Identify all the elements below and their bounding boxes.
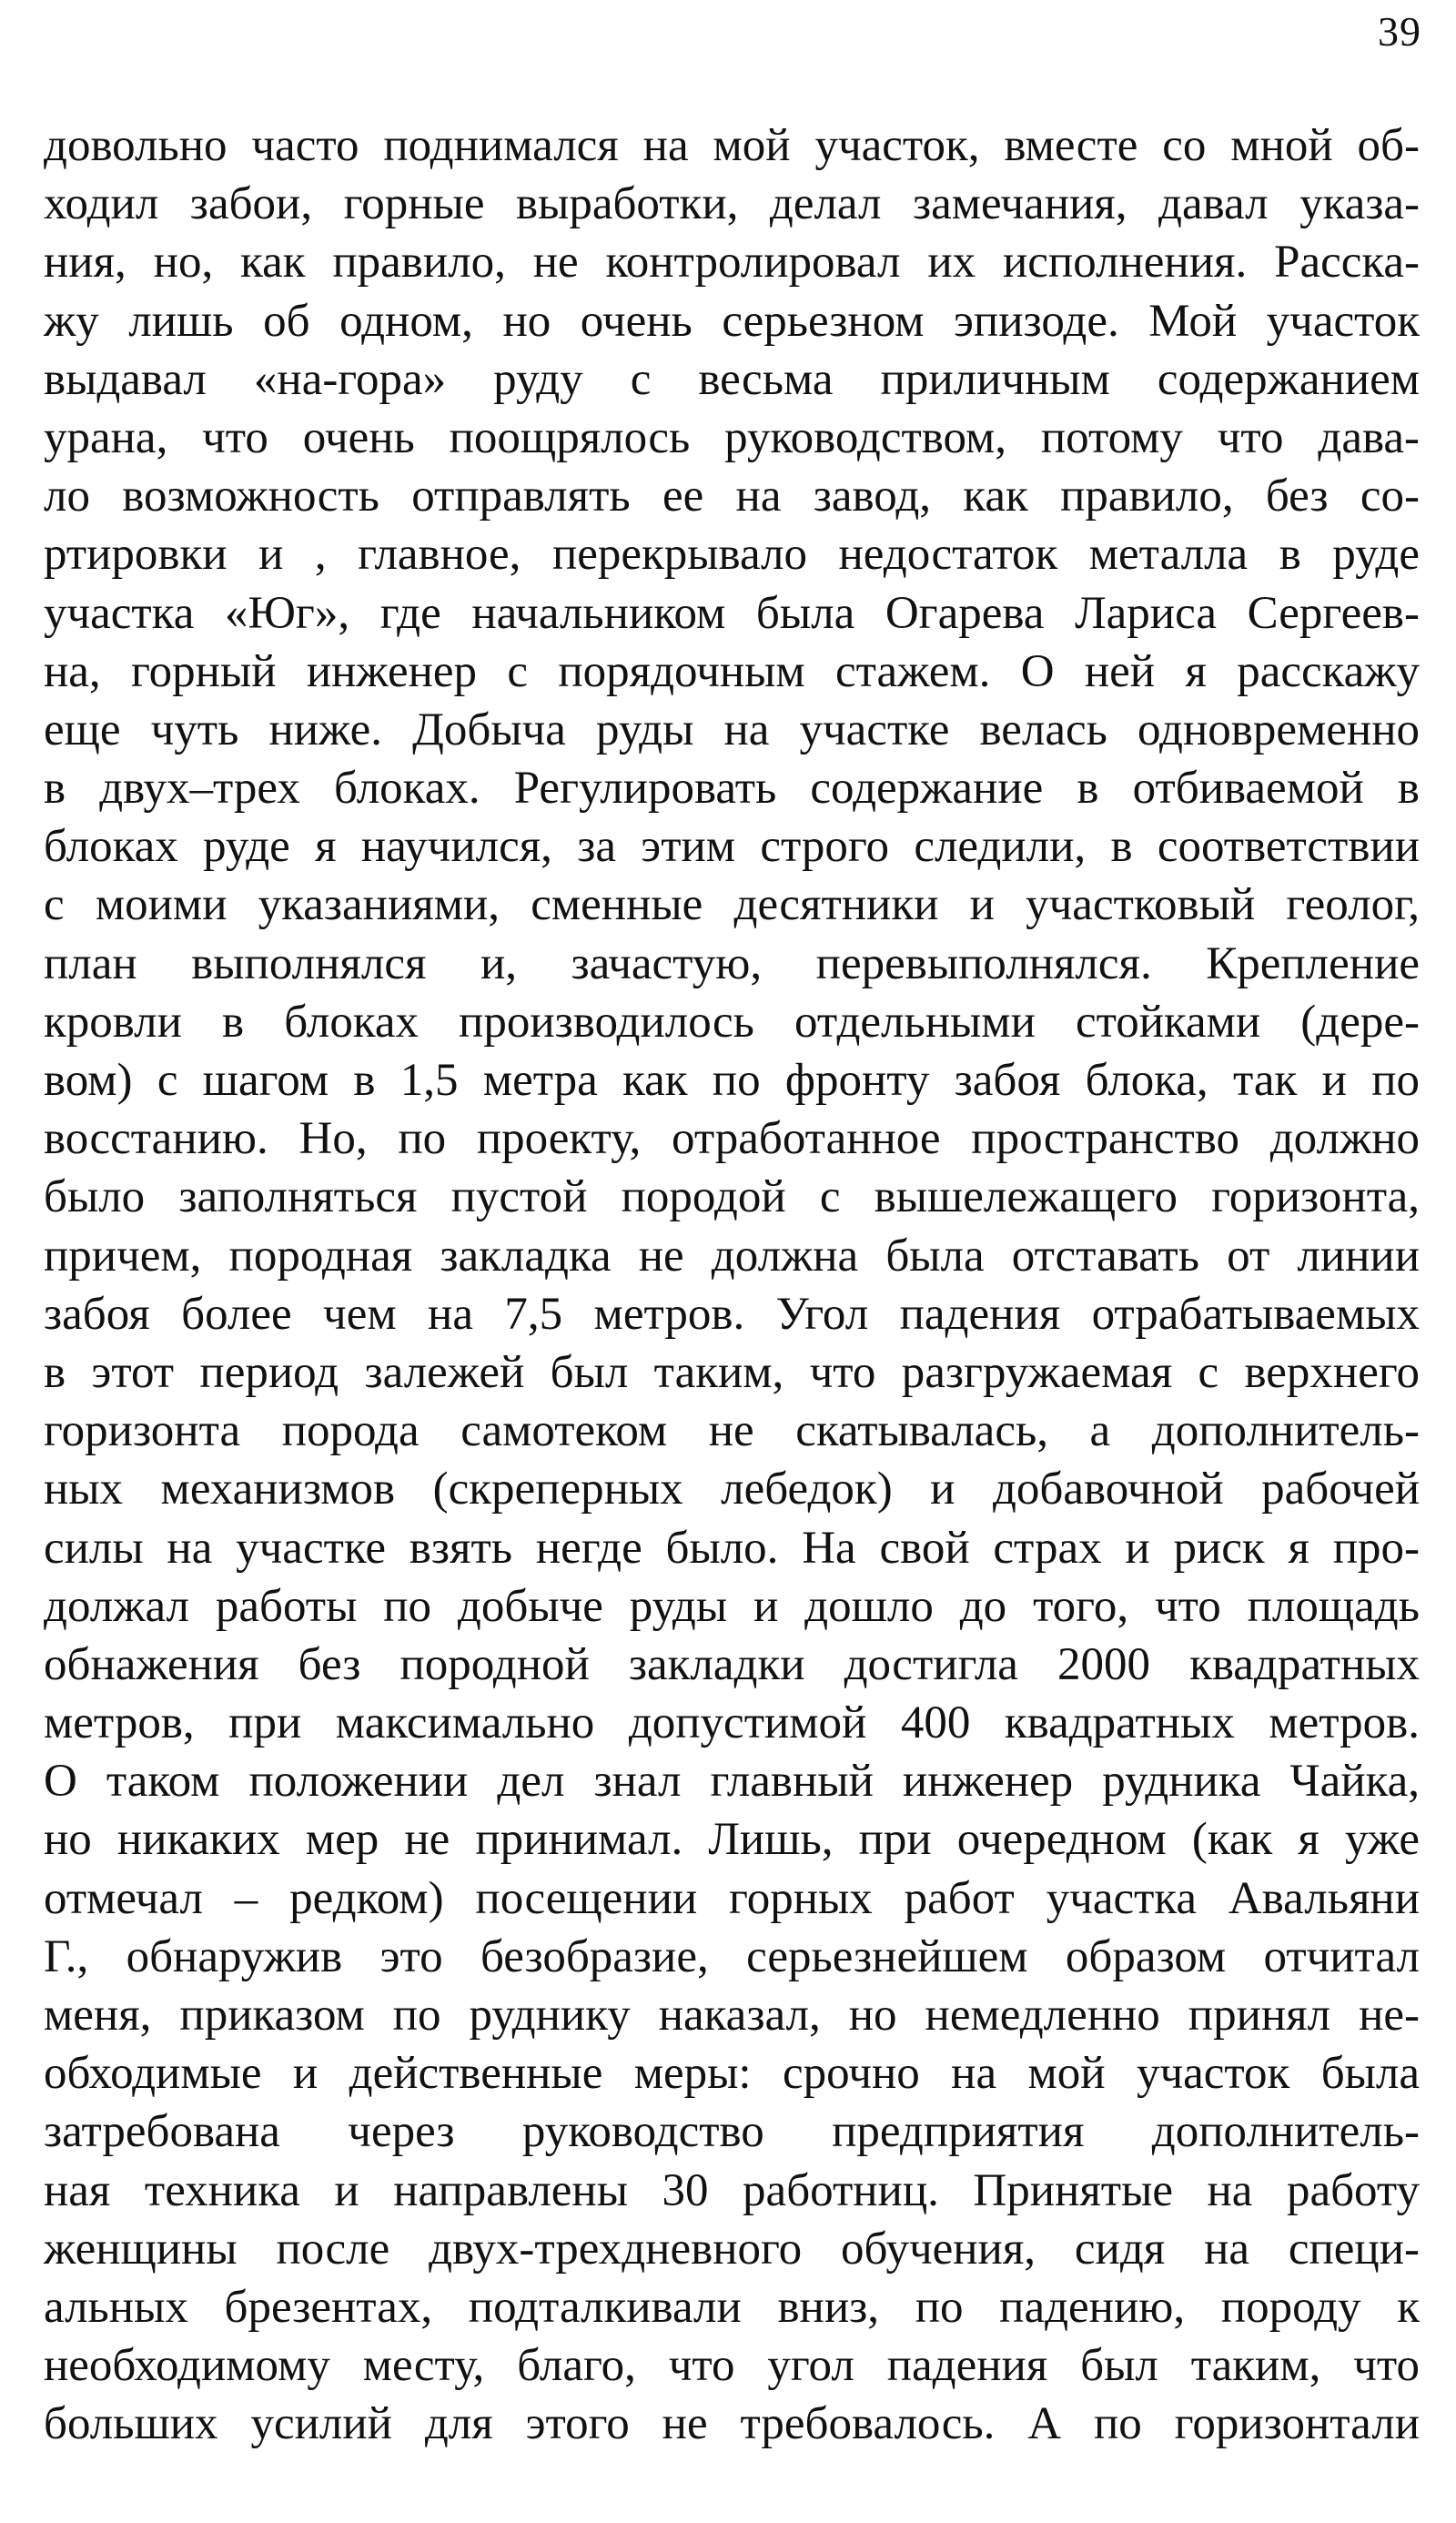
text-line: план выполнялся и, зачастую, перевыполнялся. Крепление <box>44 937 1420 989</box>
text-line: восстанию. Но, по проекту, отработанное пространство должно <box>44 1113 1420 1165</box>
text-line: с моими указаниями, сменные десятники и участковый геолог, <box>44 879 1420 931</box>
text-line: ных механизмов (скреперных лебедок) и добавочной рабочей <box>44 1464 1420 1515</box>
text-line: О таком положении дел знал главный инженер рудника Чайка, <box>44 1756 1420 1808</box>
text-line: необходимому месту, благо, что угол падения был таким, что <box>44 2340 1420 2392</box>
text-line: силы на участке взять негде было. На свой страх и риск я про- <box>44 1522 1420 1574</box>
text-line: еще чуть ниже. Добыча руды на участке велась одновременно <box>44 704 1420 755</box>
text-line: вом) с шагом в 1,5 метра как по фронту забоя блока, так и по <box>44 1055 1420 1106</box>
text-line: но никаких мер не принимал. Лишь, при очередном (как я уже <box>44 1814 1420 1866</box>
text-line: урана, что очень поощрялось руководством, потому что дава- <box>44 411 1420 463</box>
text-line: жу лишь об одном, но очень серьезном эпизоде. Мой участок <box>44 295 1420 347</box>
text-line: ло возможность отправлять ее на завод, как правило, без со- <box>44 471 1420 522</box>
text-line: горизонта порода самотеком не скатывалась, а дополнитель- <box>44 1405 1420 1457</box>
text-line: на, горный инженер с порядочным стажем. О ней я расскажу <box>44 645 1420 697</box>
text-line: отмечал – редком) посещении горных работ участка Авальяни <box>44 1872 1420 1924</box>
text-line: должал работы по добыче руды и дошло до того, что площадь <box>44 1580 1420 1632</box>
text-line: причем, породная закладка не должна была отставать от линии <box>44 1230 1420 1282</box>
text-line: Г., обнаружив это безобразие, серьезнейшем образом отчитал <box>44 1930 1420 1982</box>
text-line: выдавал «на-гора» руду с весьма приличным содержанием <box>44 353 1420 405</box>
text-line: метров, при максимально допустимой 400 квадратных метров. <box>44 1697 1420 1749</box>
text-line: меня, приказом по руднику наказал, но немедленно принял не- <box>44 1990 1420 2041</box>
text-line: женщины после двух-трехдневного обучения, сидя на специ- <box>44 2223 1420 2275</box>
text-line: ния, но, как правило, не контролировал их исполнения. Расска- <box>44 237 1420 289</box>
text-line: довольно часто поднимался на мой участок, вместе со мной об- <box>44 120 1420 171</box>
text-line: ртировки и , главное, перекрывало недостаток металла в руде <box>44 529 1420 581</box>
text-line: больших усилий для этого не требовалось. А по горизонтали <box>44 2398 1420 2450</box>
text-line: ная техника и направлены 30 работниц. Принятые на работу <box>44 2164 1420 2216</box>
text-line: в двух–трех блоках. Регулировать содержание в отбиваемой в <box>44 763 1420 815</box>
page-text <box>44 117 1420 2454</box>
text-line: ходил забои, горные выработки, делал замечания, давал указа- <box>44 178 1420 230</box>
text-line: кровли в блоках производилось отдельными стойками (дере- <box>44 996 1420 1048</box>
text-line: блоках руде я научился, за этим строго следили, в соответствии <box>44 821 1420 873</box>
text-line: в этот период залежей был таким, что разгружаемая с верхнего <box>44 1346 1420 1398</box>
text-line: обходимые и действенные меры: срочно на мой участок была <box>44 2048 1420 2100</box>
text-line: затребована через руководство предприятия дополнитель- <box>44 2106 1420 2158</box>
text-line: альных брезентах, подталкивали вниз, по падению, породу к <box>44 2281 1420 2333</box>
text-line: участка «Юг», где начальником была Огарева Лариса Сергеев- <box>44 587 1420 639</box>
text-line: забоя более чем на 7,5 метров. Угол падения отрабатываемых <box>44 1288 1420 1340</box>
page-number: 39 <box>1378 8 1421 55</box>
text-line: было заполняться пустой породой с вышележащего горизонта, <box>44 1171 1420 1223</box>
text-line: обнажения без породной закладки достигла 2000 квадратных <box>44 1638 1420 1690</box>
